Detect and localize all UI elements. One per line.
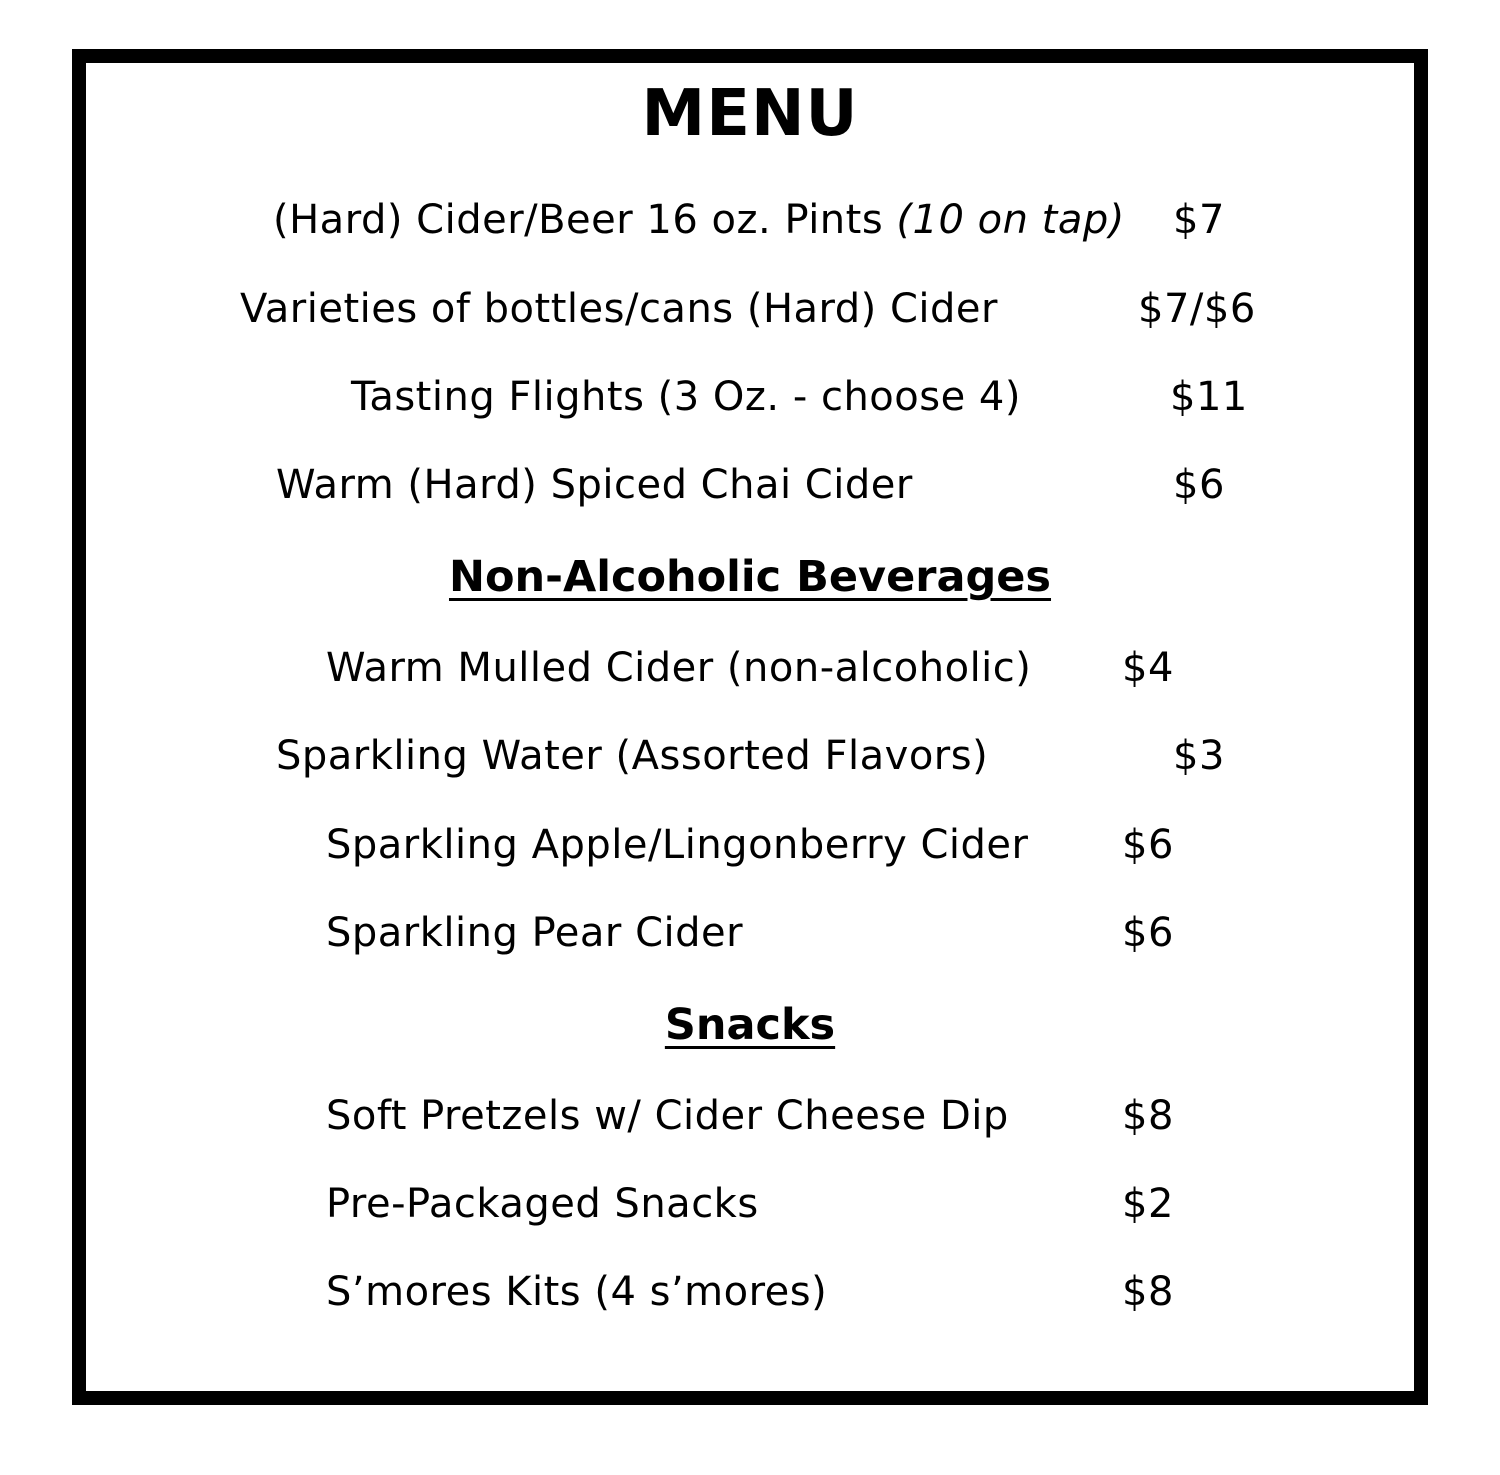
price-pints: $7 xyxy=(1173,197,1225,243)
price-apple-lingonberry: $6 xyxy=(1122,822,1174,868)
menu-item-soft-pretzels: Soft Pretzels w/ Cider Cheese Dip xyxy=(326,1093,1009,1139)
menu-item-smores-kits: S’mores Kits (4 s’mores) xyxy=(326,1269,828,1315)
menu-item-apple-lingonberry: Sparkling Apple/Lingonberry Cider xyxy=(326,822,1029,868)
menu-item-prepackaged-snacks: Pre-Packaged Snacks xyxy=(326,1181,759,1227)
menu-item-pints xyxy=(273,197,1125,243)
price-mulled-cider: $4 xyxy=(1122,645,1174,691)
price-smores-kits: $8 xyxy=(1122,1269,1174,1315)
price-sparkling-water: $3 xyxy=(1173,733,1225,779)
section-heading-snacks: Snacks xyxy=(664,1000,836,1050)
price-bottles-cans: $7/$6 xyxy=(1138,286,1256,332)
menu-item-mulled-cider: Warm Mulled Cider (non-alcoholic) xyxy=(326,645,1032,691)
price-tasting-flights: $11 xyxy=(1170,374,1248,420)
item-name: (Hard) Cider/Beer 16 oz. Pints xyxy=(273,197,897,243)
menu-item-pear-cider: Sparkling Pear Cider xyxy=(326,910,744,956)
menu-item-chai-cider: Warm (Hard) Spiced Chai Cider xyxy=(276,462,913,508)
price-prepackaged-snacks: $2 xyxy=(1122,1181,1174,1227)
price-pear-cider: $6 xyxy=(1122,910,1174,956)
menu-item-sparkling-water: Sparkling Water (Assorted Flavors) xyxy=(276,733,989,779)
item-note: (10 on tap) xyxy=(896,197,1125,243)
menu-item-bottles-cans: Varieties of bottles/cans (Hard) Cider xyxy=(240,286,998,332)
menu-item-tasting-flights: Tasting Flights (3 Oz. - choose 4) xyxy=(351,374,1021,420)
menu-title: MENU xyxy=(641,77,859,151)
section-heading-non-alcoholic: Non-Alcoholic Beverages xyxy=(448,552,1052,602)
price-soft-pretzels: $8 xyxy=(1122,1093,1174,1139)
price-chai-cider: $6 xyxy=(1173,462,1225,508)
